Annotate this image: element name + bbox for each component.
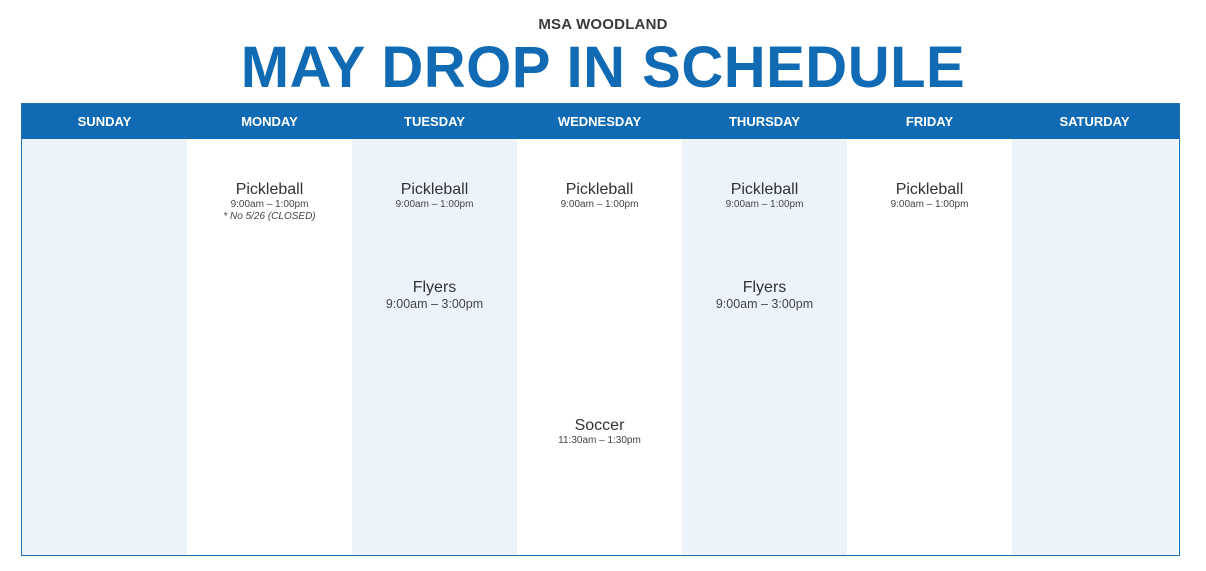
header-wednesday: WEDNESDAY [557, 114, 642, 129]
event-time: 9:00am – 1:00pm [560, 199, 639, 210]
event-name: Pickleball [730, 181, 799, 198]
event-note: * No 5/26 (CLOSED) [223, 211, 316, 222]
event-time: 9:00am – 3:00pm [715, 297, 814, 311]
event-monday-pickleball [187, 181, 352, 223]
column-friday [847, 139, 1012, 555]
event-name: Soccer [574, 417, 625, 434]
event-thursday-pickleball [682, 181, 847, 211]
column-tuesday [352, 139, 517, 555]
event-name: Pickleball [400, 181, 469, 198]
event-time: 9:00am – 3:00pm [385, 297, 484, 311]
event-name: Pickleball [565, 181, 634, 198]
event-tuesday-pickleball [352, 181, 517, 211]
event-friday-pickleball [847, 181, 1012, 211]
column-wednesday [517, 139, 682, 555]
event-name: Flyers [742, 279, 787, 296]
column-saturday [1012, 139, 1177, 555]
event-time: 9:00am – 1:00pm [395, 199, 474, 210]
header-sunday: SUNDAY [77, 114, 132, 129]
event-time: 9:00am – 1:00pm [890, 199, 969, 210]
event-name: Pickleball [235, 181, 304, 198]
schedule-body [22, 139, 1179, 555]
schedule-table [21, 103, 1180, 556]
column-monday [187, 139, 352, 555]
event-time: 9:00am – 1:00pm [725, 199, 804, 210]
event-name: Flyers [412, 279, 457, 296]
event-time: 11:30am – 1:30pm [558, 435, 641, 446]
header-friday: FRIDAY [905, 114, 954, 129]
header-saturday: SATURDAY [1059, 114, 1130, 129]
event-tuesday-flyers [352, 279, 517, 312]
column-thursday [682, 139, 847, 555]
location-subtitle: MSA WOODLAND [538, 16, 668, 33]
column-sunday [22, 139, 187, 555]
header-monday: MONDAY [241, 114, 298, 129]
page-title: MAY DROP IN SCHEDULE [240, 35, 966, 100]
header-thursday: THURSDAY [728, 114, 801, 129]
header-tuesday: TUESDAY [404, 114, 465, 129]
event-wednesday-soccer [517, 417, 682, 447]
event-time: 9:00am – 1:00pm [230, 199, 309, 210]
day-header-row [22, 104, 1179, 139]
event-wednesday-pickleball [517, 181, 682, 211]
event-name: Pickleball [895, 181, 964, 198]
event-thursday-flyers [682, 279, 847, 312]
